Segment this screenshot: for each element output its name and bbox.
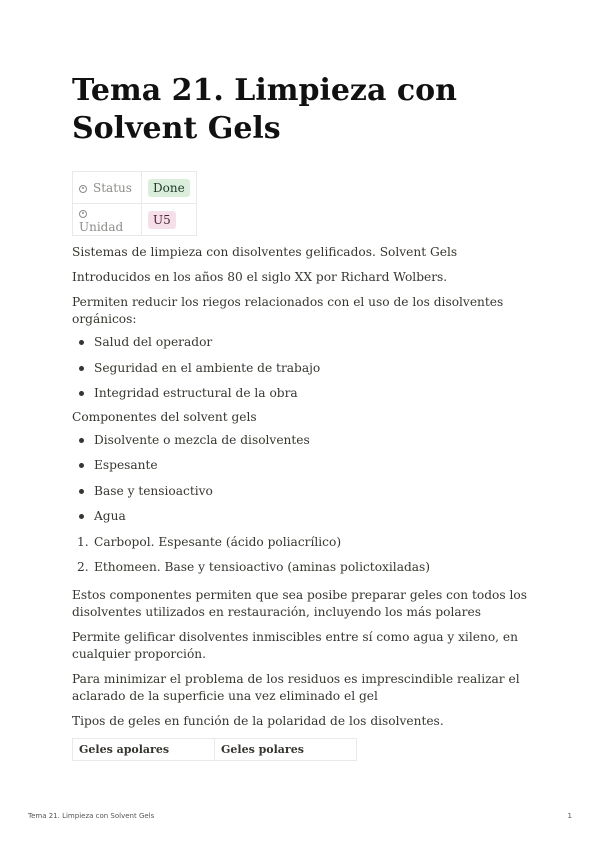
geles-table xyxy=(72,738,357,761)
select-property-icon xyxy=(79,185,87,193)
list-item: Seguridad en el ambiente de trabajo xyxy=(72,356,532,382)
list-item: Base y tensioactivo xyxy=(72,479,532,505)
paragraph: Permite gelificar disolventes inmiscibles entre sí como agua y xileno, en cualquier proporción. xyxy=(72,629,518,661)
paragraph: Componentes del solvent gels xyxy=(72,409,257,424)
list-item: Disolvente o mezcla de disolventes xyxy=(72,428,532,454)
page-title: Tema 21. Limpieza con Solvent Gels xyxy=(72,73,457,146)
table-header-row xyxy=(73,738,357,760)
paragraph: Sistemas de limpieza con disolventes gelificados. Solvent Gels xyxy=(72,245,458,259)
property-name: Unidad xyxy=(79,219,124,234)
table-header-cell: Geles apolares xyxy=(73,738,215,760)
list-item: Integridad estructural de la obra xyxy=(72,381,532,407)
paragraph: Introducidos en los años 80 el siglo XX por Richard Wolbers. xyxy=(72,270,448,284)
table-header-cell: Geles polares xyxy=(215,738,357,760)
paragraph: Para minimizar el problema de los residuos es imprescindible realizar el aclarado de la superficie una vez eliminado el gel xyxy=(72,671,520,703)
page-content xyxy=(72,72,532,761)
numbered-list xyxy=(72,530,532,581)
status-badge: Done xyxy=(148,179,190,197)
list-number: 1. xyxy=(77,534,89,549)
unidad-badge: U5 xyxy=(148,211,176,229)
property-row-unidad xyxy=(73,204,197,236)
select-property-icon xyxy=(79,210,87,218)
properties-table xyxy=(72,171,197,236)
property-name: Status xyxy=(93,180,132,195)
numbered-list-item xyxy=(72,555,532,581)
numbered-list-item xyxy=(72,530,532,556)
list-item-text: Ethomeen. Base y tensioactivo (aminas polictoxiladas) xyxy=(94,560,431,574)
list-item: Salud del operador xyxy=(72,330,532,356)
footer-title: Tema 21. Limpieza con Solvent Gels xyxy=(28,812,155,820)
page-number: 1 xyxy=(567,812,572,820)
componentes-list xyxy=(72,428,532,530)
paragraph: Estos componentes permiten que sea posibe preparar geles con todos los disolventes utilizados en restauración, incluyendo los más polares xyxy=(72,587,528,619)
property-row-status xyxy=(73,172,197,204)
list-item: Espesante xyxy=(72,453,532,479)
paragraph: Tipos de geles en función de la polaridad de los disolventes. xyxy=(72,713,444,728)
list-item-text: Carbopol. Espesante (ácido poliacrílico) xyxy=(94,534,342,549)
paragraph: Permiten reducir los riegos relacionados con el uso de los disolventes orgánicos: xyxy=(72,295,504,326)
list-number: 2. xyxy=(77,560,89,574)
riesgos-list xyxy=(72,330,532,407)
list-item: Agua xyxy=(72,504,532,530)
